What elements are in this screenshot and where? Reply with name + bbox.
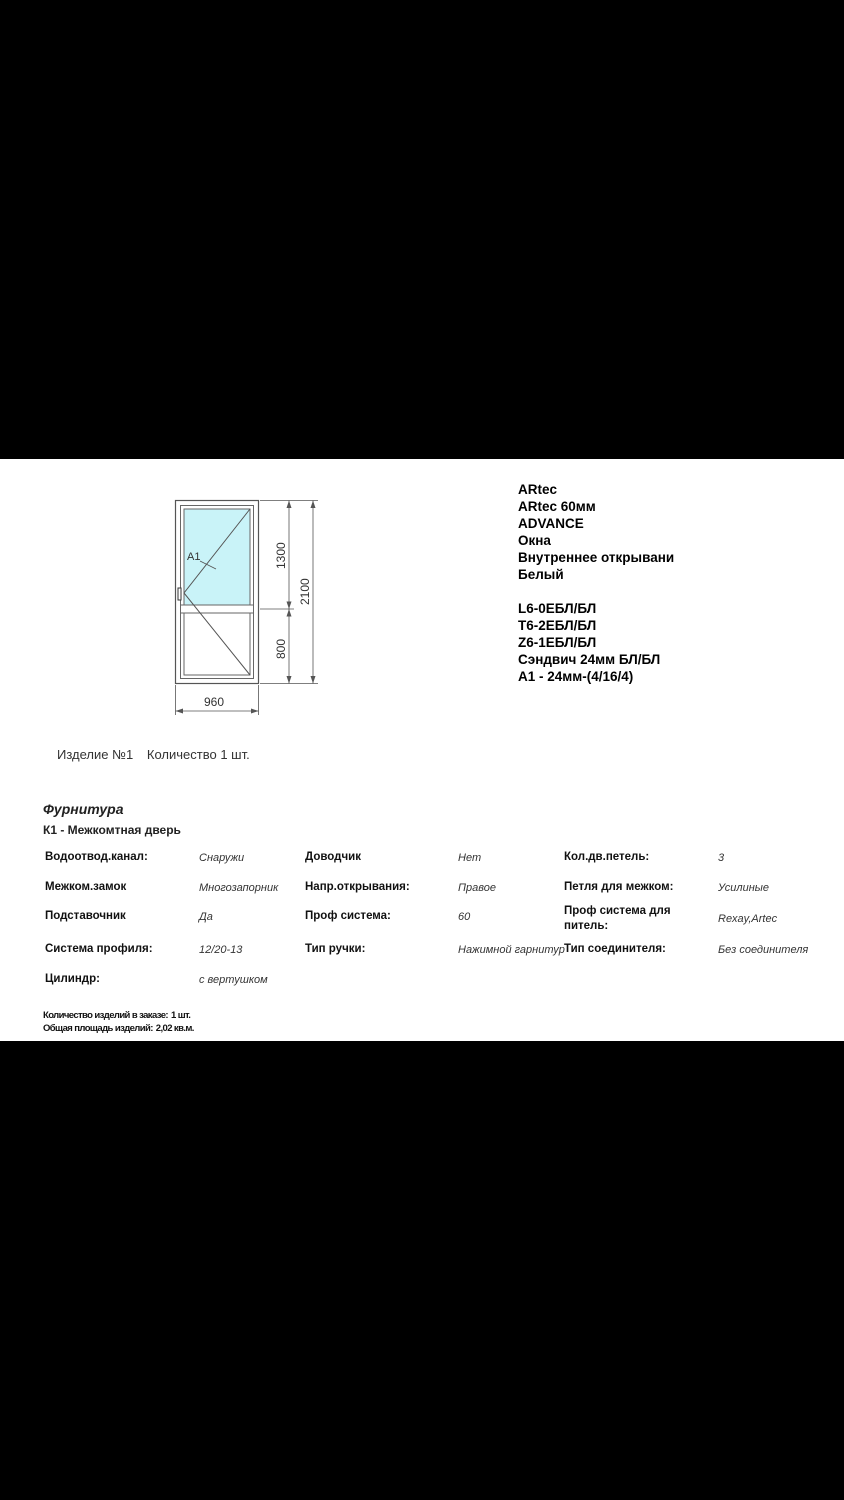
order-area-line (43, 1022, 194, 1035)
dim-lower-arrow-top (287, 609, 292, 617)
order-area-value: 2,02 кв.м. (155, 1023, 194, 1034)
dim-upper-arrow-top (287, 501, 292, 509)
door-drawing (0, 459, 340, 729)
dim-total-label: 2100 (298, 578, 312, 605)
spec-line: ARtec 60мм (518, 499, 596, 514)
dim-upper-arrow-bottom (287, 602, 292, 610)
spec-line: L6-0ЕБЛ/БЛ (518, 601, 597, 616)
dim-total-arrow-bottom (311, 676, 316, 684)
dim-lower-label: 800 (274, 638, 288, 659)
product-number: Изделие №1 (57, 747, 134, 762)
order-count-line (43, 1009, 194, 1022)
spec-line: T6-2ЕБЛ/БЛ (518, 618, 597, 633)
hw-value: 3 (718, 852, 725, 864)
spec-line: Сэндвич 24мм БЛ/БЛ (518, 652, 661, 667)
dim-width-label: 960 (204, 695, 225, 709)
hw-value: Rexay,Artec (718, 913, 778, 925)
order-area-label: Общая площадь изделий: (43, 1023, 153, 1034)
hw-value: с вертушком (199, 974, 268, 986)
spec-line: Окна (518, 533, 551, 548)
hw-value: 60 (458, 911, 471, 923)
spec-line: ARtec (518, 482, 558, 497)
spec-line: ADVANCE (518, 516, 584, 531)
spec-line: Z6-1ЕБЛ/БЛ (518, 635, 597, 650)
hw-value: Нет (458, 852, 482, 864)
hw-label: Доводчик (305, 851, 361, 863)
hw-label: Петля для межком: (564, 881, 674, 893)
hw-value: Снаружи (199, 852, 245, 864)
spec-line: A1 - 24мм-(4/16/4) (518, 669, 634, 684)
product-quantity: Количество 1 шт. (146, 747, 250, 762)
hw-value: Правое (458, 882, 496, 894)
hardware-product-title: К1 - Межкомтная дверь (43, 823, 181, 837)
hw-label: Напр.открывания: (305, 881, 410, 893)
hw-label: Система профиля: (45, 943, 153, 955)
dim-width-arrow-left (176, 709, 184, 714)
sash-label: A1 (187, 551, 201, 563)
dim-upper-label: 1300 (274, 542, 288, 569)
hw-label: Подставочник (45, 910, 126, 922)
hw-label: Водоотвод.канал: (45, 851, 148, 863)
hw-label: Кол.дв.петель: (564, 851, 650, 863)
hw-label: Проф система: (305, 910, 391, 922)
hw-value: Усилиные (718, 882, 769, 894)
hw-value: Да (199, 911, 213, 923)
spec-sheet (0, 459, 844, 1041)
hw-label: питель: (564, 920, 609, 932)
dim-width-arrow-right (251, 709, 259, 714)
order-count-value: 1 шт. (171, 1010, 191, 1021)
hw-value: Нажимной гарнитур (458, 944, 565, 956)
transom-bar (181, 605, 254, 613)
hw-label: Проф система для (564, 905, 671, 917)
spec-line: Белый (518, 567, 564, 582)
order-count-label: Количество изделий в заказе: (43, 1010, 168, 1021)
hw-label: Тип соединителя: (564, 943, 666, 955)
hw-label: Цилиндр: (45, 973, 100, 985)
lower-panel (184, 613, 250, 675)
hw-value: Без соединителя (718, 944, 809, 956)
product-specs (518, 481, 674, 685)
hw-value: 12/20-13 (199, 944, 243, 956)
hw-label: Межком.замок (45, 881, 127, 893)
order-summary (43, 1009, 194, 1035)
hw-label: Тип ручки: (305, 943, 366, 955)
spec-spacer (518, 583, 674, 600)
handle-icon (178, 588, 181, 600)
hw-value: Многозапорник (199, 882, 279, 894)
dim-lower-arrow-bottom (287, 676, 292, 684)
product-caption (57, 747, 250, 762)
spec-line: Внутреннее открывани (518, 550, 675, 565)
dim-total-arrow-top (311, 501, 316, 509)
hardware-title: Фурнитура (43, 801, 124, 817)
